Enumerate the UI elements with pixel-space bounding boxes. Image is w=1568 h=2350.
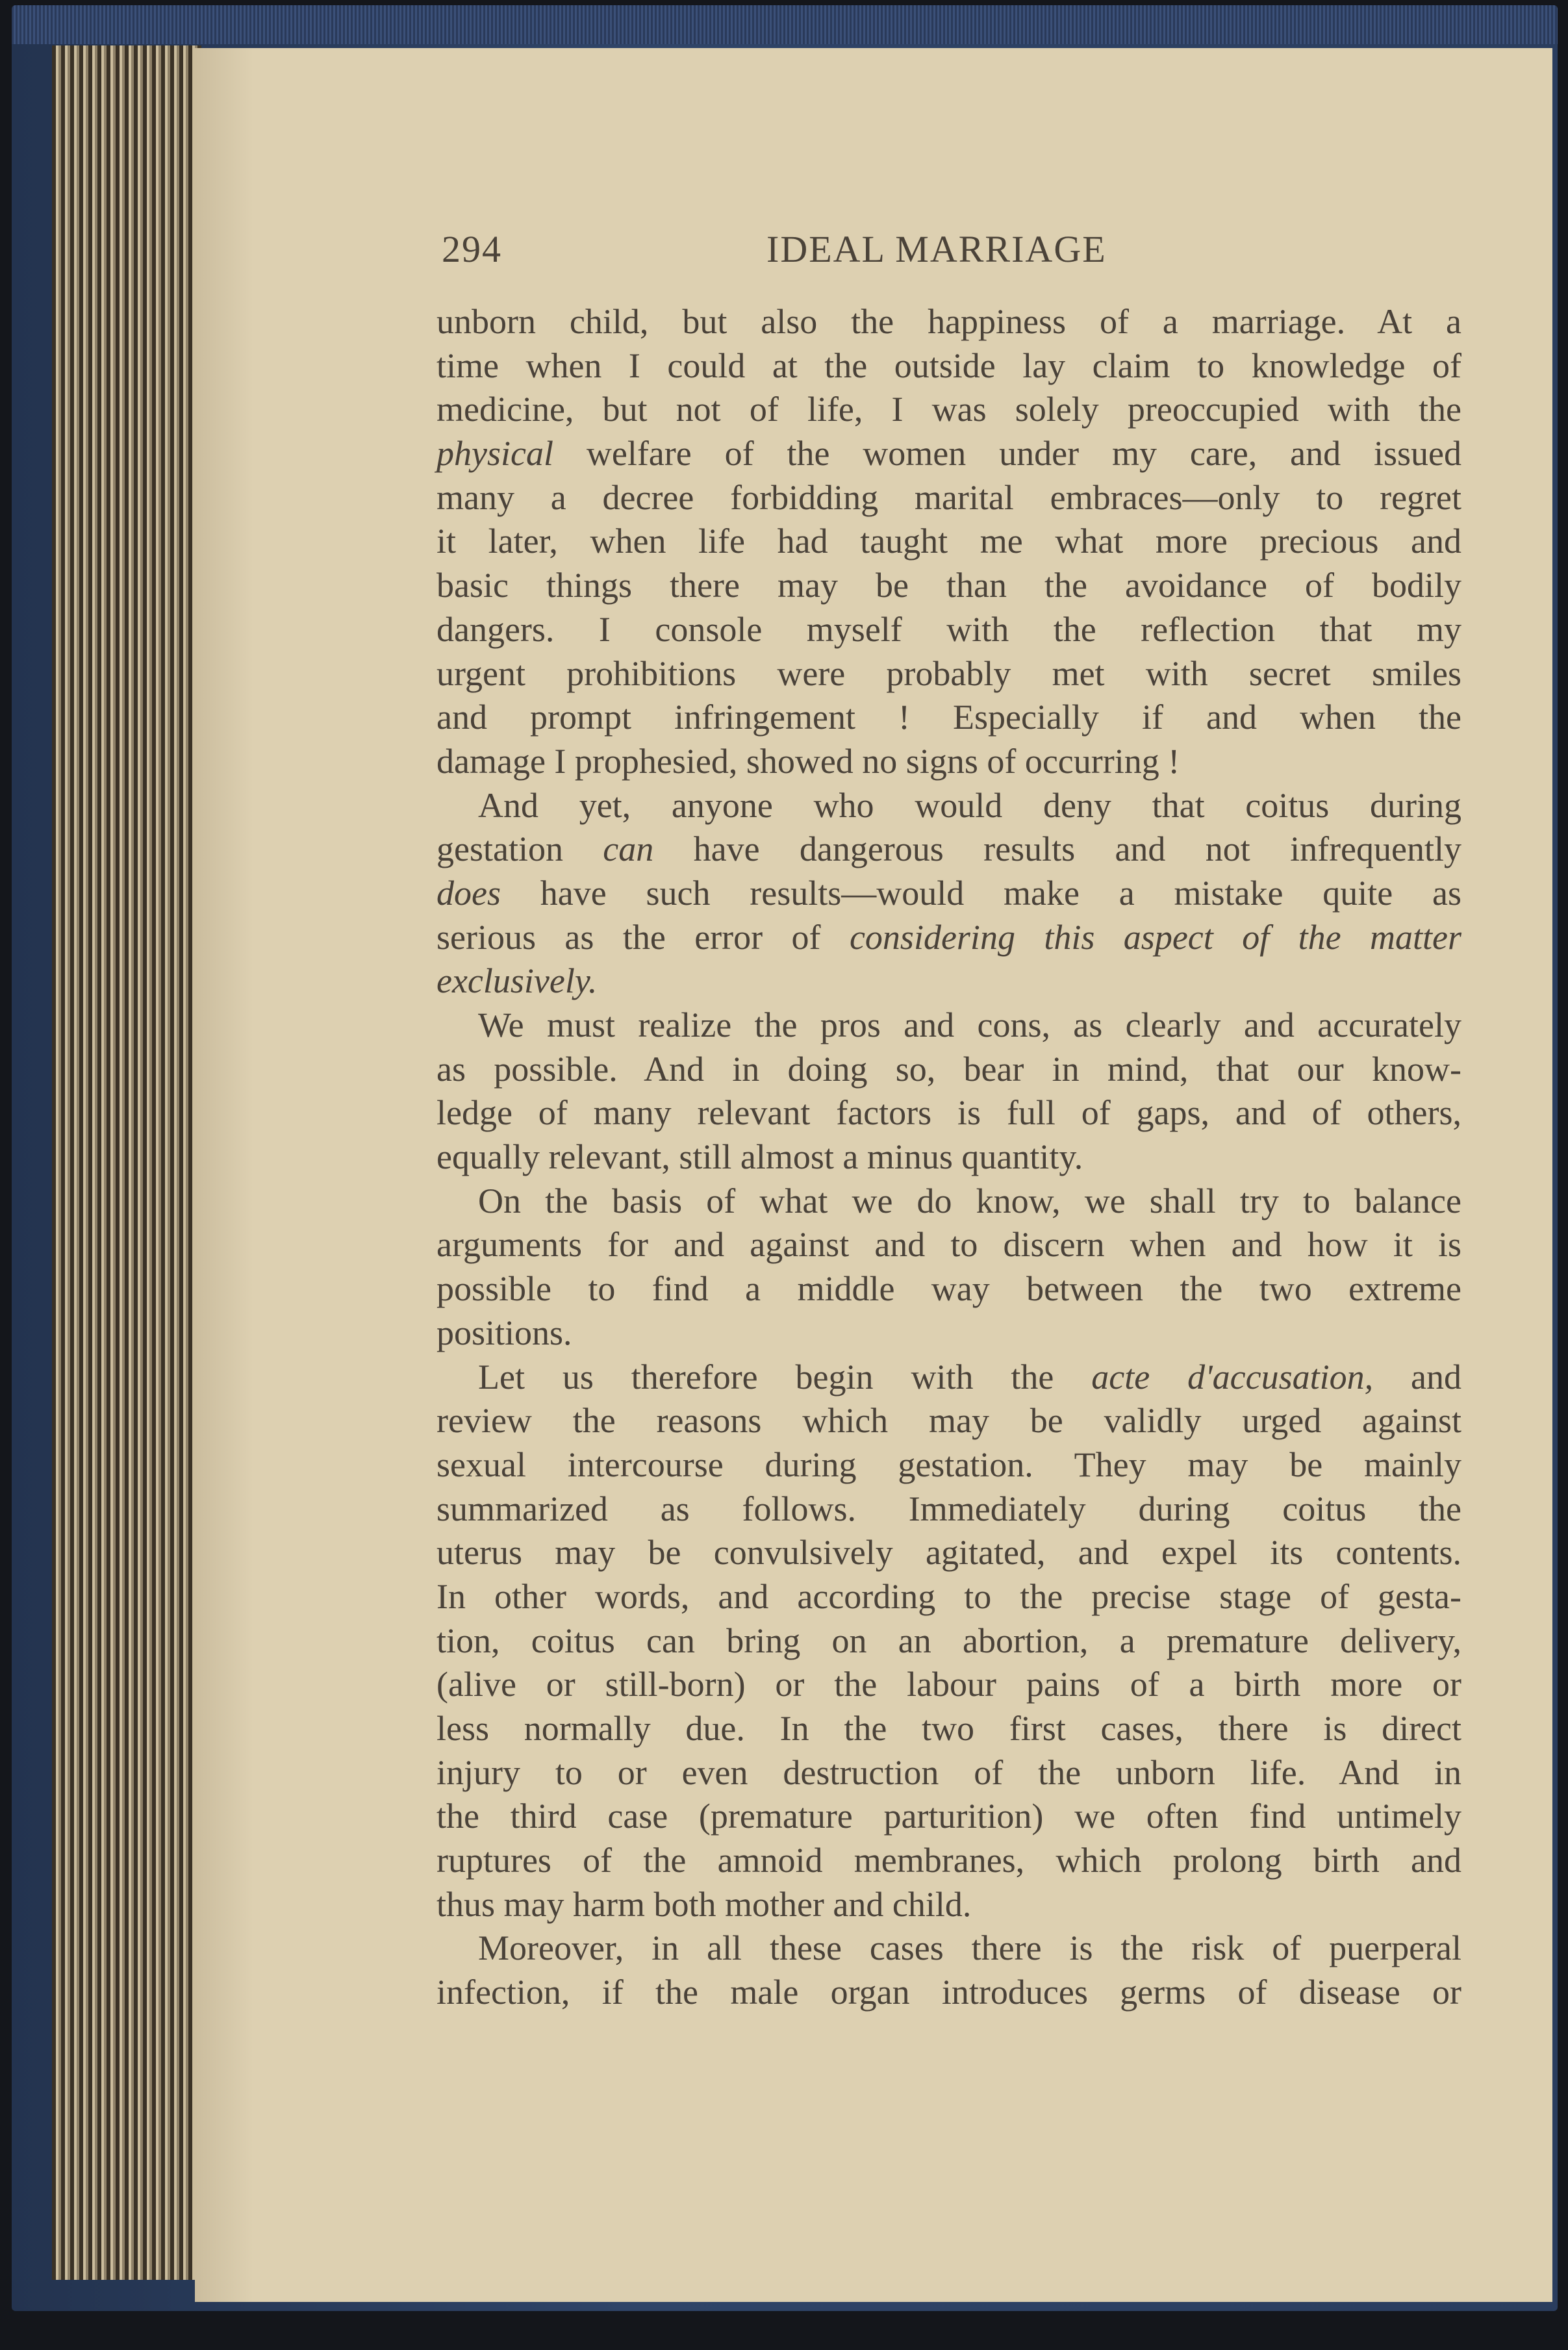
text-line: basic things there may be than the avoidance of bodily — [436, 566, 1461, 605]
italic-word: can — [603, 829, 654, 869]
text-line: and prompt infringement ! Especially if and when the — [436, 698, 1461, 737]
text-line: Let us therefore begin with the acte d'accusation, and — [478, 1357, 1461, 1396]
text-line: (alive or still-born) or the labour pains of a birth more or — [436, 1665, 1461, 1704]
italic-word: does — [436, 873, 501, 913]
text-line: arguments for and against and to discern when and how it is — [436, 1225, 1461, 1265]
text-line: equally relevant, still almost a minus quantity. — [436, 1137, 1083, 1177]
italic-phrase: considering this aspect of the matter — [849, 917, 1461, 957]
text-line: gestation can have dangerous results and not infrequently — [436, 829, 1461, 869]
running-title: IDEAL MARRIAGE — [766, 228, 1107, 270]
italic-word: exclusively. — [436, 961, 598, 1001]
text-line: it later, when life had taught me what more precious and — [436, 522, 1461, 561]
text-line: physical welfare of the women under my care, and issued — [436, 434, 1461, 474]
text-line: urgent prohibitions were probably met with secret smiles — [436, 653, 1461, 693]
text-line: positions. — [436, 1313, 572, 1352]
text-line: review the reasons which may be validly urged against — [436, 1401, 1461, 1441]
text-line: possible to find a middle way between the two extreme — [436, 1269, 1461, 1309]
body-text — [436, 300, 1461, 2015]
text-line: as possible. And in doing so, bear in mind, that our know- — [436, 1049, 1461, 1089]
text-line: damage I prophesied, showed no signs of occurring ! — [436, 741, 1180, 781]
text-line: time when I could at the outside lay claim to knowledge of — [436, 346, 1461, 385]
text-line: In other words, and according to the precise stage of gesta- — [436, 1576, 1461, 1616]
text-line: does have such results—would make a mistake quite as — [436, 873, 1461, 913]
book-cover-top-edge — [12, 5, 1558, 44]
page-header — [442, 227, 1461, 279]
text-line: the third case (premature parturition) we often find untimely — [436, 1797, 1461, 1836]
text-line: less normally due. In the two first cases, there is direct — [436, 1709, 1461, 1748]
text-line: medicine, but not of life, I was solely preoccupied with the — [436, 390, 1461, 429]
page-number: 294 — [442, 228, 502, 270]
text-line: infection, if the male organ introduces germs of disease or — [436, 1973, 1461, 2012]
text-line: serious as the error of considering this aspect of the matter — [436, 917, 1461, 957]
text-line: dangers. I console myself with the reflection that my — [436, 609, 1461, 649]
text-line: sexual intercourse during gestation. They may be mainly — [436, 1445, 1461, 1484]
text-line: summarized as follows. Immediately during coitus the — [436, 1489, 1461, 1528]
text-line: ruptures of the amnoid membranes, which prolong birth and — [436, 1841, 1461, 1880]
page-edges — [52, 45, 201, 2280]
text-line: unborn child, but also the happiness of a marriage. At a — [436, 302, 1461, 341]
text-line: many a decree forbidding marital embraces—only to regret — [436, 477, 1461, 517]
text-line: On the basis of what we do know, we shall try to balance — [478, 1181, 1461, 1220]
text-line: tion, coitus can bring on an abortion, a premature delivery, — [436, 1621, 1461, 1660]
text-line — [436, 959, 1461, 1004]
text-line: injury to or even destruction of the unborn life. And in — [436, 1752, 1461, 1792]
text-line: Moreover, in all these cases there is the risk of puerperal — [478, 1928, 1461, 1968]
text-line: thus may harm both mother and child. — [436, 1884, 972, 1924]
italic-phrase: acte d'accusation, — [1091, 1357, 1374, 1396]
text-line: uterus may be convulsively agitated, and expel its contents. — [436, 1533, 1461, 1573]
text-line: We must realize the pros and cons, as clearly and accurately — [478, 1005, 1461, 1044]
text-line: ledge of many relevant factors is full of gaps, and of others, — [436, 1093, 1461, 1133]
italic-word: physical — [436, 434, 553, 474]
text-line: And yet, anyone who would deny that coitus during — [478, 785, 1461, 825]
